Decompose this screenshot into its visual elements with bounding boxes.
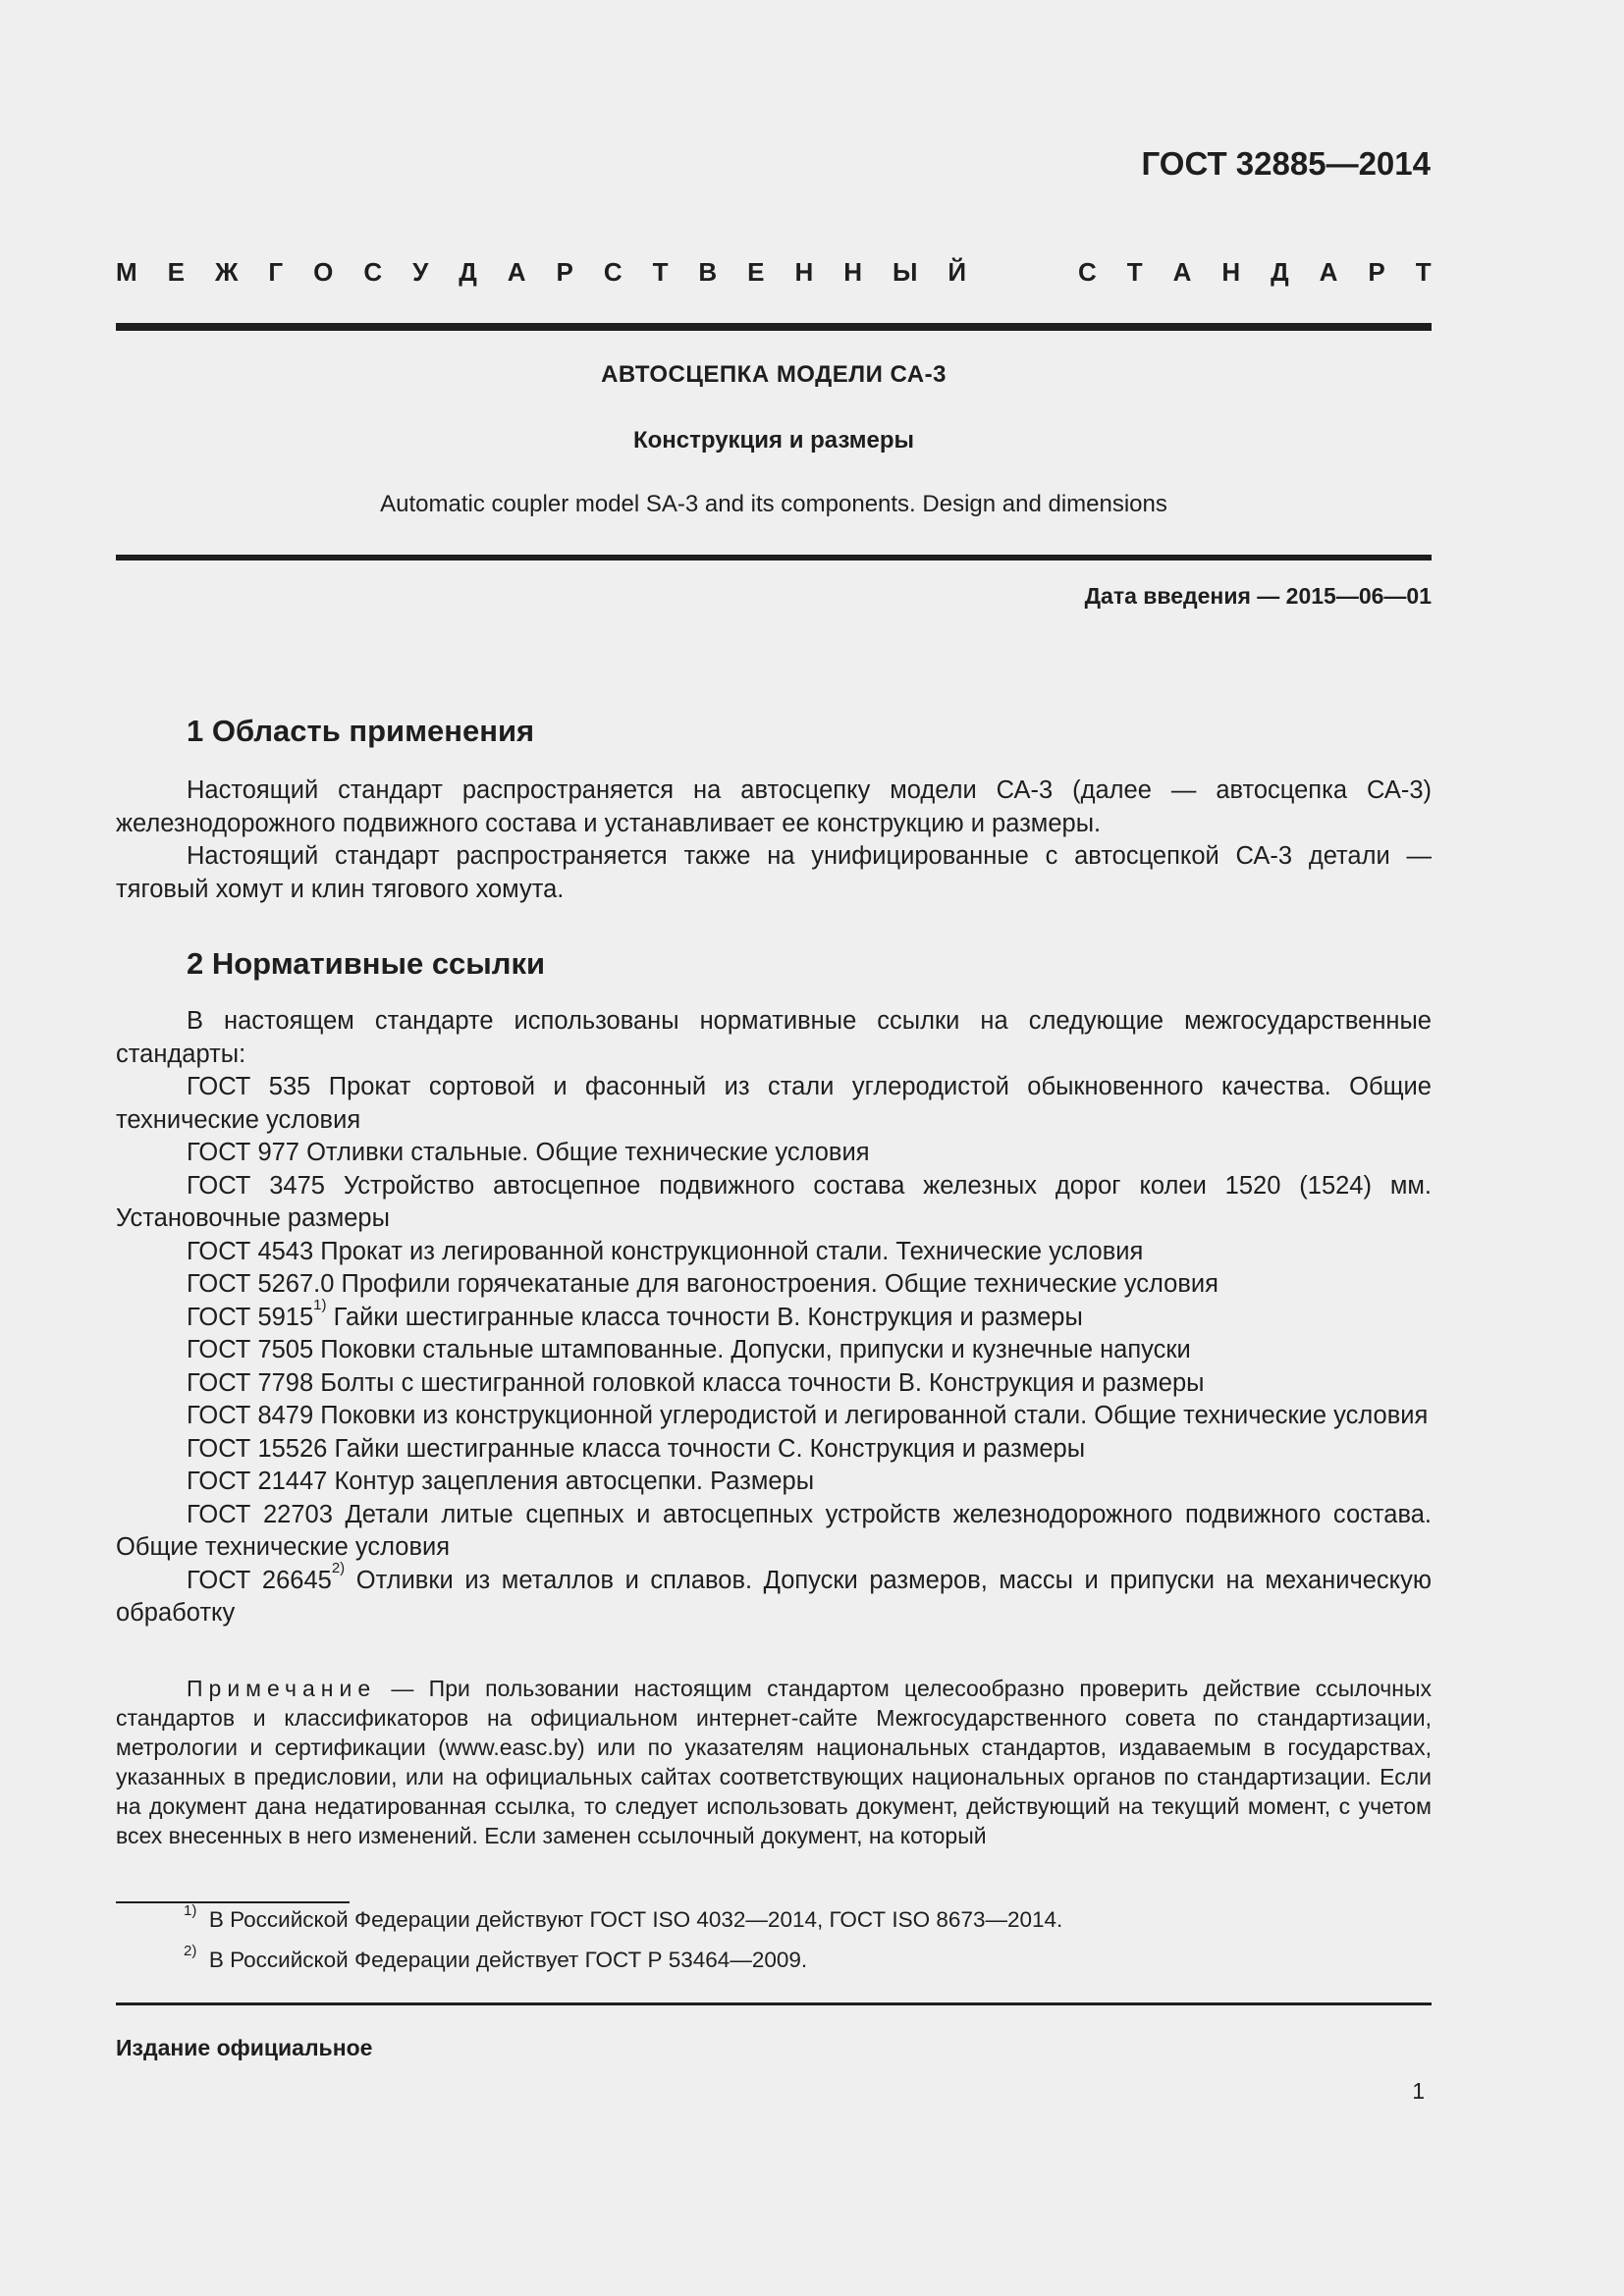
reference-item: ГОСТ 8479 Поковки из конструкционной углеродистой и легированной стали. Общие технические условия — [187, 1402, 1429, 1429]
banner-letter: Д — [459, 257, 477, 287]
reference-item: ГОСТ 7798 Болты с шестигранной головкой класса точности В. Конструкция и размеры — [187, 1368, 1205, 1397]
note-block — [116, 1674, 1432, 1850]
banner-letter: С — [603, 257, 623, 287]
footnote-marker: 1) — [313, 1296, 327, 1313]
footnote-1: $^{1)}$ В Российской Федерации действуют ГОСТ ISO 4032—2014, ГОСТ ISO 8673—2014. — [184, 1902, 1063, 1932]
banner-letter: Д — [1271, 257, 1289, 287]
banner-letter: М — [116, 257, 137, 287]
reference-item: ГОСТ 5267.0 Профили горячекатаные для вагоностроения. Общие технические условия — [187, 1270, 1218, 1298]
banner-word-gap — [997, 257, 1048, 288]
reference-item: ГОСТ 22703 Детали литые сцепных и автосцепных устройств железнодорожного подвижного состава. Общие технические условия — [116, 1500, 1432, 1561]
banner-letter: Е — [167, 257, 185, 287]
reference-item: ГОСТ 5915$^{1)}$ Гайки шестигранные класса точности В. Конструкция и размеры — [187, 1296, 1083, 1331]
paragraph: Настоящий стандарт распространяется на автосцепку модели СА-3 (далее — автосцепка СА-3) железнодорожного подвижного состава и устанавливает ее конструкцию и размеры. — [116, 776, 1432, 837]
interstate-standard-banner — [116, 257, 1432, 288]
section-2-body — [116, 1005, 1432, 1630]
reference-item: ГОСТ 4543 Прокат из легированной конструкционной стали. Технические условия — [187, 1237, 1144, 1265]
title-divider — [116, 555, 1432, 561]
official-edition-label: Издание официальное — [116, 2035, 373, 2060]
banner-letter: Г — [268, 257, 284, 287]
reference-item: ГОСТ 535 Прокат сортовой и фасонный из стали углеродистой обыкновенного качества. Общие технические условия — [116, 1073, 1432, 1134]
banner-letter: А — [1319, 257, 1338, 287]
banner-letter: Е — [747, 257, 765, 287]
reference-item: ГОСТ 7505 Поковки стальные штампованные. Допуски, припуски и кузнечные напуски — [187, 1336, 1191, 1363]
reference-item: ГОСТ 15526 Гайки шестигранные класса точности С. Конструкция и размеры — [187, 1434, 1086, 1463]
reference-item: ГОСТ 26645$^{2)}$ Отливки из металлов и сплавов. Допуски размеров, массы и припуски на механическую обработку — [116, 1559, 1432, 1627]
banner-letter: С — [1078, 257, 1097, 287]
banner-letter: А — [1172, 257, 1192, 287]
banner-letter: Ы — [892, 257, 918, 287]
banner-letter: Н — [794, 257, 814, 287]
english-title: Automatic coupler model SA-3 and its components. Design and dimensions — [380, 491, 1167, 517]
footnote-separator — [116, 1901, 350, 1903]
banner-letter: А — [507, 257, 526, 287]
reference-item: ГОСТ 3475 Устройство автосцепное подвижного состава железных дорог колеи 1520 (1524) мм. Установочные размеры — [116, 1171, 1432, 1232]
banner-letter: С — [363, 257, 383, 287]
note-label: Примечание — [187, 1676, 377, 1701]
paragraph: Настоящий стандарт распространяется также на унифицированные с автосцепкой СА-3 детали — тяговый хомут и клин тягового хомута. — [116, 842, 1432, 903]
footnote-mark: 1) — [184, 1902, 197, 1919]
document-title: АВТОСЦЕПКА МОДЕЛИ СА-3 — [601, 361, 947, 388]
banner-letter: В — [698, 257, 718, 287]
section-1-heading: 1 Область применения — [187, 714, 535, 748]
footnote-marker: 2) — [331, 1559, 346, 1576]
section-1-body — [116, 774, 1432, 906]
footer-divider — [116, 2002, 1432, 2005]
standard-number: ГОСТ 32885—2014 — [1141, 145, 1431, 182]
banner-letter: Н — [843, 257, 863, 287]
footnote-mark: 2) — [184, 1943, 197, 1959]
banner-letter: О — [313, 257, 334, 287]
banner-letter: Т — [1126, 257, 1143, 287]
banner-letter: У — [412, 257, 429, 287]
note-text: — При пользовании настоящим стандартом целесообразно проверить действие ссылочных стандартов и классификаторов на официальном интернет-сайте Межгосударственного совета по стандартизации, метрологии и сертификации (www.easc.by) или по указателям национальных стандартов, издаваемым в государствах, указанных в предисловии, или на официальных сайтах соответствующих национальных органов по стандартизации. Если на документ дана недатированная ссылка, то следует использовать документ, действующий на текущий момент, с учетом всех внесенных в него изменений. Если заменен ссылочный документ, на который — [116, 1676, 1432, 1848]
banner-letter: Т — [1415, 257, 1432, 287]
banner-letter: Р — [1368, 257, 1385, 287]
reference-item: ГОСТ 977 Отливки стальные. Общие технические условия — [187, 1139, 870, 1166]
banner-letter: Й — [947, 257, 967, 287]
footnote-2: $^{2)}$ В Российской Федерации действует ГОСТ Р 53464—2009. — [184, 1943, 808, 1972]
document-subtitle: Конструкция и размеры — [632, 427, 915, 454]
section-2-heading: 2 Нормативные ссылки — [187, 946, 546, 981]
banner-letter: Н — [1221, 257, 1241, 287]
introduction-date: Дата введения — 2015—06—01 — [1084, 583, 1432, 609]
header-divider — [116, 323, 1432, 331]
paragraph: В настоящем стандарте использованы нормативные ссылки на следующие межгосударственные стандарты: — [116, 1007, 1432, 1068]
reference-item: ГОСТ 21447 Контур зацепления автосцепки. Размеры — [187, 1468, 815, 1495]
page-number: 1 — [1412, 2078, 1425, 2104]
banner-letter: Т — [652, 257, 669, 287]
banner-letter: Ж — [214, 257, 239, 287]
banner-letter: Р — [556, 257, 573, 287]
